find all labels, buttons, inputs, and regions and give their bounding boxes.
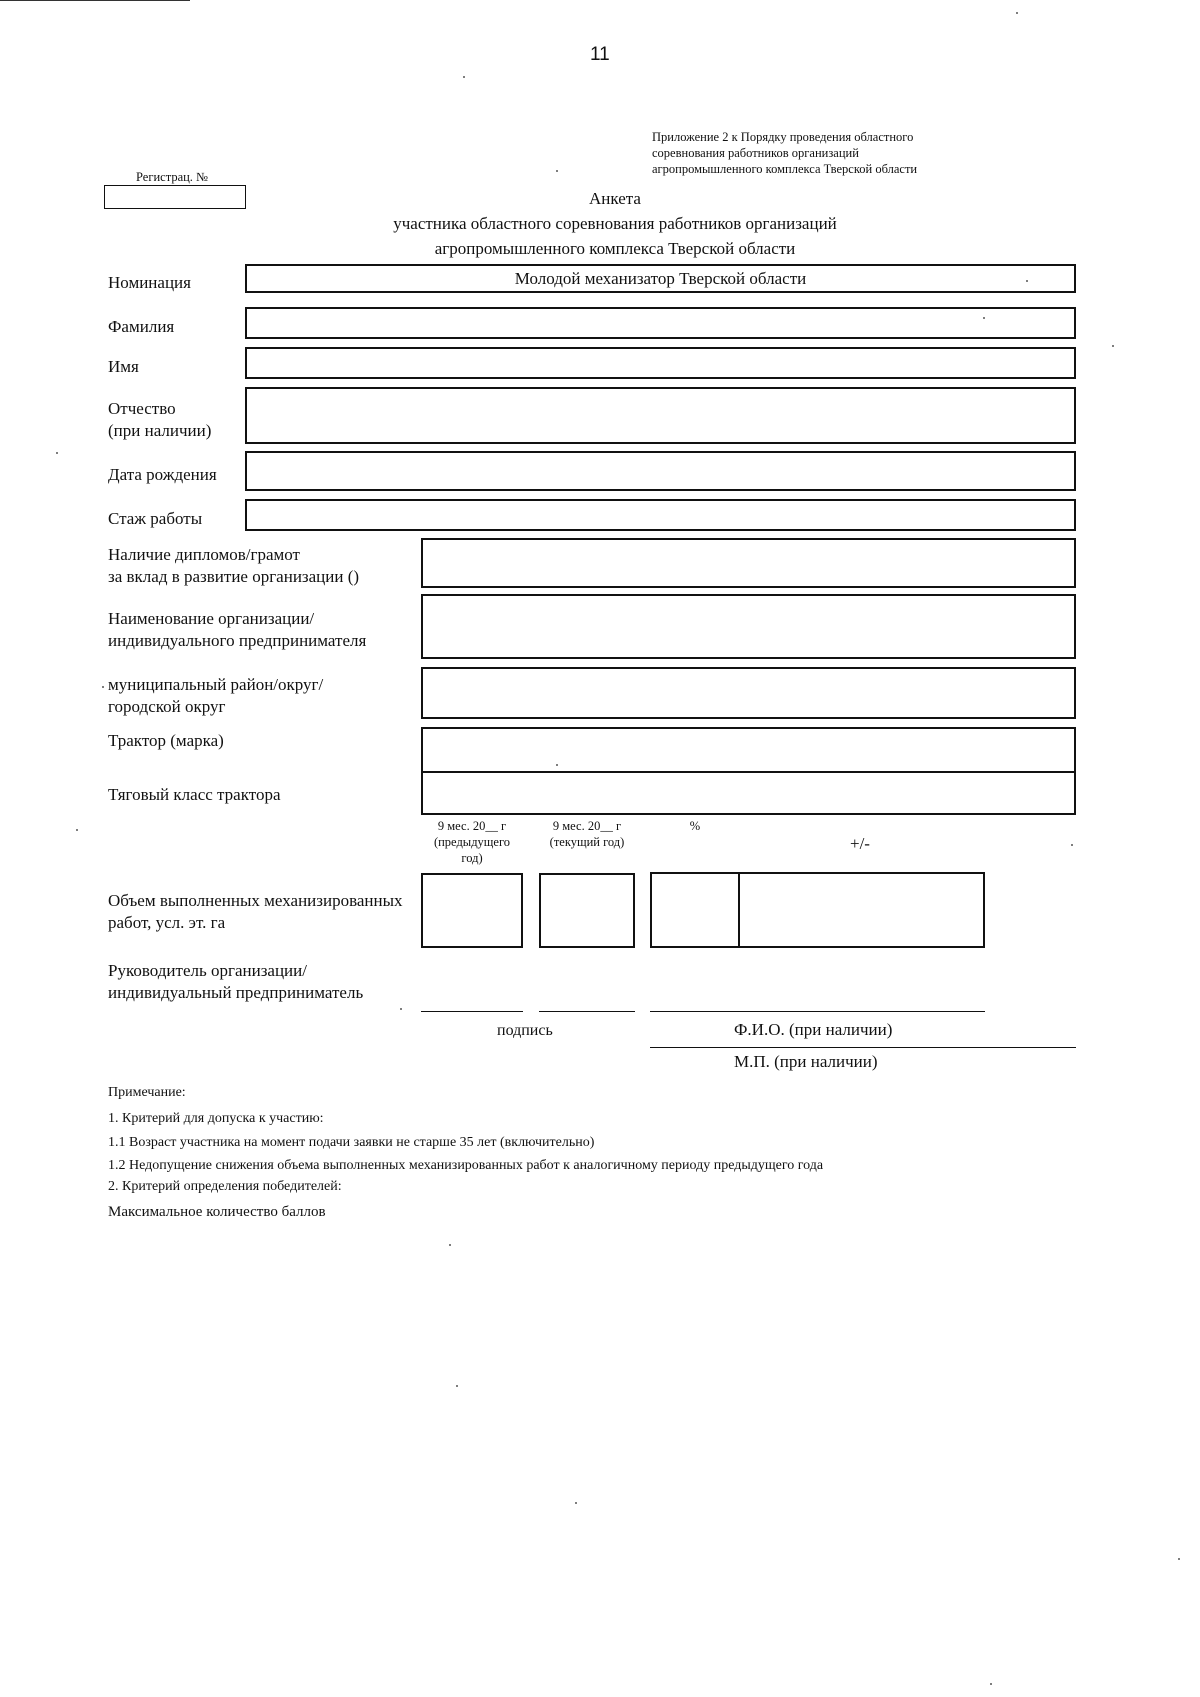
- fio-caption: Ф.И.О. (при наличии): [734, 1020, 893, 1039]
- appendix-header: [652, 129, 917, 177]
- notes-heading: Примечание:: [108, 1085, 186, 1100]
- scan-speck: [1071, 844, 1073, 846]
- column-header-previous-line-1: 9 мес. 20__ г: [437, 819, 507, 833]
- scan-speck: [1112, 345, 1114, 347]
- diplomas-label: [108, 544, 359, 588]
- nomination-value: Молодой механизатор Тверской области: [514, 269, 807, 288]
- column-header-percent: %: [689, 819, 701, 833]
- scan-speck: [463, 76, 465, 78]
- volume-difference-field[interactable]: [738, 872, 985, 948]
- diplomas-field[interactable]: [421, 538, 1076, 588]
- patronymic-label: [108, 398, 211, 442]
- scan-speck: [76, 829, 78, 831]
- note-item-2-text: Максимальное количество баллов: [108, 1204, 326, 1220]
- organization-label-line-1: Наименование организации/: [108, 609, 315, 628]
- patronymic-label-line-2: (при наличии): [108, 421, 212, 440]
- registration-label: Регистрац. №: [136, 170, 208, 184]
- tractor-brand-label: Трактор (марка): [108, 731, 224, 750]
- volume-previous-year-field[interactable]: [421, 873, 523, 948]
- appendix-line-3: агропромышленного комплекса Тверской области: [652, 162, 918, 176]
- district-label-line-1: муниципальный район/округ/: [108, 675, 324, 694]
- stamp-caption: М.П. (при наличии): [734, 1052, 878, 1071]
- organization-label-line-2: индивидуального предпринимателя: [108, 631, 367, 650]
- signature-line-2[interactable]: [539, 1011, 635, 1012]
- column-header-difference: +/-: [850, 834, 870, 853]
- volume-row-label: [108, 890, 403, 934]
- manager-label-line-2: индивидуальный предприниматель: [108, 983, 364, 1002]
- fio-line[interactable]: [650, 1011, 985, 1012]
- note-item-1-1: 1.1 Возраст участника на момент подачи заявки не старше 35 лет (включительно): [108, 1135, 595, 1150]
- scan-speck: [1016, 12, 1018, 14]
- name-field[interactable]: [245, 347, 1076, 379]
- tractor-brand-field[interactable]: [421, 727, 1076, 773]
- stamp-line: [650, 1047, 1076, 1048]
- nomination-label: Номинация: [108, 273, 191, 292]
- nomination-field[interactable]: [245, 264, 1076, 293]
- form-title: [300, 186, 930, 261]
- form-title-line-1: Анкета: [589, 189, 641, 208]
- work-experience-label: Стаж работы: [108, 509, 203, 528]
- tractor-class-label: Тяговый класс трактора: [108, 785, 281, 804]
- tractor-class-field[interactable]: [421, 771, 1076, 815]
- scan-speck: [575, 1502, 577, 1504]
- surname-field[interactable]: [245, 307, 1076, 339]
- work-experience-field[interactable]: [245, 499, 1076, 531]
- diplomas-label-line-2: за вклад в развитие организации (): [108, 567, 360, 586]
- organization-label: [108, 608, 366, 652]
- scan-speck: [400, 1008, 402, 1010]
- scan-speck: [990, 1683, 992, 1685]
- scan-speck: [556, 170, 558, 172]
- volume-current-year-field[interactable]: [539, 873, 635, 948]
- column-header-current-line-2: (текущий год): [549, 835, 625, 849]
- form-title-line-3: агропромышленного комплекса Тверской области: [434, 239, 796, 258]
- scan-speck: [449, 1244, 451, 1246]
- page-number: 11: [590, 44, 610, 65]
- scan-speck: [1178, 1558, 1180, 1560]
- registration-number-field[interactable]: [104, 185, 246, 209]
- scan-speck: [556, 764, 558, 766]
- scan-speck: [983, 317, 985, 319]
- birth-date-label: Дата рождения: [108, 465, 217, 484]
- note-item-1: 1. Критерий для допуска к участию:: [108, 1111, 324, 1126]
- form-title-line-2: участника областного соревнования работников организаций: [393, 214, 837, 233]
- scan-speck: [1026, 280, 1028, 282]
- diplomas-label-line-1: Наличие дипломов/грамот: [108, 545, 300, 564]
- column-header-current-line-1: 9 мес. 20__ г: [552, 819, 622, 833]
- organization-field[interactable]: [421, 594, 1076, 659]
- surname-label: Фамилия: [108, 317, 175, 336]
- district-field[interactable]: [421, 667, 1076, 719]
- manager-label: [108, 960, 363, 1004]
- scan-speck: [456, 1385, 458, 1387]
- note-item-1-2: 1.2 Недопущение снижения объема выполненных механизированных работ к аналогичному периоду предыдущего года: [108, 1158, 824, 1173]
- volume-percent-field[interactable]: [650, 872, 740, 948]
- column-header-previous-year: [420, 818, 524, 866]
- manager-label-line-1: Руководитель организации/: [108, 961, 307, 980]
- signature-caption: подпись: [497, 1022, 553, 1039]
- volume-row-label-line-1: Объем выполненных механизированных: [108, 891, 403, 910]
- district-label: [108, 674, 323, 718]
- patronymic-field[interactable]: [245, 387, 1076, 444]
- scan-speck: [102, 686, 104, 688]
- note-item-2: 2. Критерий определения победителей:: [108, 1179, 342, 1194]
- appendix-line-1: Приложение 2 к Порядку проведения областного: [652, 130, 914, 144]
- column-header-previous-line-2: (предыдущего: [433, 835, 511, 849]
- birth-date-field[interactable]: [245, 451, 1076, 491]
- signature-line-1[interactable]: [421, 1011, 523, 1012]
- patronymic-label-line-1: Отчество: [108, 399, 176, 418]
- name-label: Имя: [108, 357, 139, 376]
- appendix-line-2: соревнования работников организаций: [652, 146, 859, 160]
- scan-edge-line: [0, 0, 190, 1]
- column-header-current-year: [537, 818, 637, 850]
- volume-row-label-line-2: работ, усл. эт. га: [108, 913, 226, 932]
- scan-speck: [56, 452, 58, 454]
- column-header-previous-line-3: год): [461, 851, 483, 865]
- district-label-line-2: городской округ: [108, 697, 226, 716]
